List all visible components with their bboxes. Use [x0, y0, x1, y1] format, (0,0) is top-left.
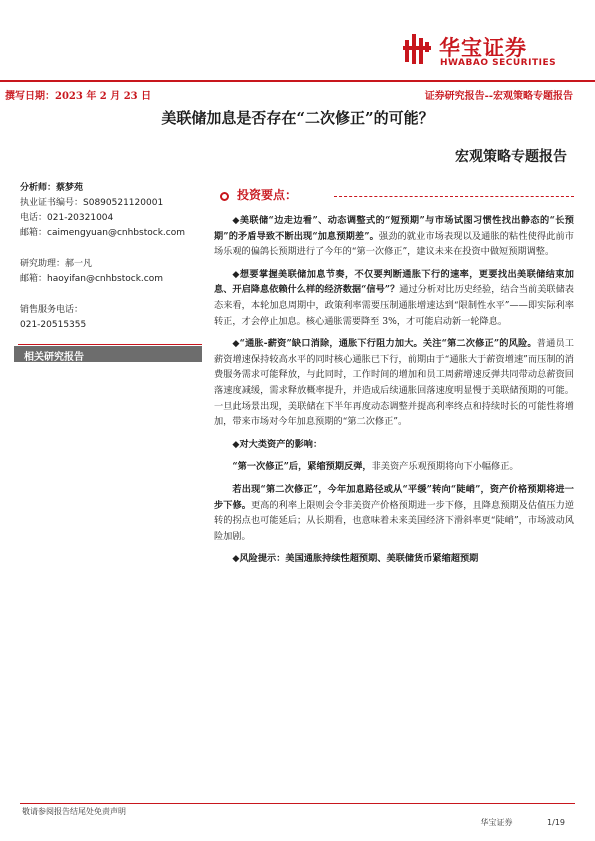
- email-label: 邮箱：: [20, 228, 48, 238]
- sidebar-divider: [18, 344, 202, 345]
- paragraph-2-lead: ◆想要掌握美联储加息节奏，不仅要判断通胀下行的速率，更要找出美联储结束加息、开启降息依赖什么样的经济数据“信号”？: [214, 268, 574, 296]
- paragraph-5-lead: “第一次修正”后，紧缩预期反弹，: [232, 461, 372, 473]
- header-divider: [0, 80, 595, 82]
- paragraph-1: [214, 213, 574, 260]
- bullseye-icon: [220, 192, 229, 201]
- license-label: 执业证书编号：: [20, 198, 84, 208]
- author-sidebar: [20, 181, 200, 333]
- paragraph-6: [214, 482, 574, 544]
- assistant-line: [20, 257, 200, 272]
- paragraph-1-lead: ◆美联储“边走边看”、动态调整式的“短预期”与市场试图习惯性找出静态的“长预期”的矛盾导致不断出现“加息预期差”。: [214, 215, 574, 242]
- footer-divider: [20, 803, 575, 804]
- footer-company: 华宝证券: [480, 818, 513, 827]
- key-points-header: [214, 187, 574, 205]
- paragraph-2: [214, 267, 574, 329]
- assistant-email-label: 邮箱：: [20, 274, 48, 284]
- analyst-label: 分析师：: [20, 183, 57, 193]
- paragraph-1-body: 强劲的就业市场表现以及通胀的粘性使得此前市场乐观的偏鸽长预期进行了今年的“第一次修正”，建议未来在投资中做短预期调整。: [214, 230, 574, 258]
- date-bar: [0, 85, 595, 103]
- paragraph-6-body: 更高的利率上限则会令非美资产价格预期进一步下修，且降息预期及估值压力逆转的拐点也可能延后；从长期看，也意味着未来美国经济下滑斜率更“陡峭”，市场波动风险加剧。: [214, 499, 575, 542]
- phone-label: 电话：: [20, 213, 48, 223]
- report-subtitle: 宏观策略专题报告: [455, 149, 567, 165]
- key-points-title: 投资要点：: [237, 188, 298, 203]
- related-reports-header: [14, 346, 202, 362]
- sales-phone: 021-20515355: [20, 320, 87, 330]
- key-points-rule: [334, 196, 574, 197]
- sales-label: 销售服务电话：: [20, 305, 84, 315]
- assistant-email-line: [20, 272, 200, 287]
- main-content: [214, 187, 574, 574]
- footer-disclaimer: 敬请参阅报告结尾处免责声明: [22, 807, 126, 816]
- analyst-line: [20, 181, 200, 196]
- report-date: 撰写日期：2023 年 2 月 23 日: [5, 91, 152, 102]
- paragraph-7: [214, 551, 574, 567]
- logo-text-en: HWABAO SECURITIES: [440, 58, 557, 68]
- page-number: 1/19: [547, 818, 565, 827]
- analyst-email[interactable]: caimengyuan@cnhbstock.com: [47, 228, 185, 238]
- phone-number: 021-20321004: [47, 213, 114, 223]
- assistant-label: 研究助理：: [20, 259, 66, 269]
- analyst-name: 蔡梦苑: [56, 183, 84, 193]
- paragraph-4: [214, 437, 574, 453]
- assistant-name: 郝一凡: [65, 259, 93, 269]
- license-number: S0890521120001: [83, 198, 164, 208]
- asset-impact-heading: ◆对大类资产的影响：: [232, 438, 323, 450]
- risk-warning: ◆风险提示：美国通胀持续性超预期、美联储货币紧缩超预期: [232, 553, 479, 565]
- assistant-email[interactable]: haoyifan@cnhbstock.com: [47, 274, 163, 284]
- email-line: [20, 226, 200, 241]
- report-type: 证券研究报告--宏观策略专题报告: [424, 91, 573, 102]
- paragraph-5: [214, 459, 574, 475]
- paragraph-3-lead: ◆“通胀-薪资”缺口消除，通胀下行阻力加大。关注“第二次修正”的风险。: [232, 338, 537, 350]
- company-logo: [403, 30, 575, 72]
- phone-line: [20, 211, 200, 226]
- paragraph-3: [214, 336, 574, 430]
- paragraph-3-body: 普通员工薪资增速保持较高水平的同时核心通胀已下行，前期由于“通胀大于薪资增速”而压制的消费服务需求可能释放，与此同时，工作时间的增加和员工周薪增速反弹共同带动总薪资回落速度减缓，需求释放概率提升，并造成后续通胀回落速度明显慢于美联储预期的可能。一旦此场景出现，美联储在下半年再度动态调整并提高利率终点和持续时长的可能性将增加，带来市场对今年加息预期的“第二次修正”。: [214, 338, 574, 428]
- license-line: [20, 196, 200, 211]
- footer-right: [480, 817, 565, 828]
- report-title: 美联储加息是否存在“二次修正”的可能？: [161, 109, 434, 127]
- paragraph-2-body: 通过分析对比历史经验，结合当前美联储表态来看，本轮加息周期中，政策利率需要压制通胀增速达到“限制性水平”——即实际利率转正，才会停止加息。核心通胀需要降至 3%，才可能启动新一轮降息。: [214, 284, 574, 327]
- related-reports-label: 相关研究报告: [24, 352, 84, 363]
- logo-text-cn: 华宝证券: [439, 36, 527, 60]
- paragraph-5-body: 非美资产乐观预期将向下小幅修正。: [371, 461, 519, 473]
- logo-mark-icon: [403, 32, 433, 66]
- paragraph-6-lead: 若出现“第二次修正”，今年加息路径或从“平缓”转向“陡峭”，资产价格预期将进一步下修。: [214, 483, 574, 511]
